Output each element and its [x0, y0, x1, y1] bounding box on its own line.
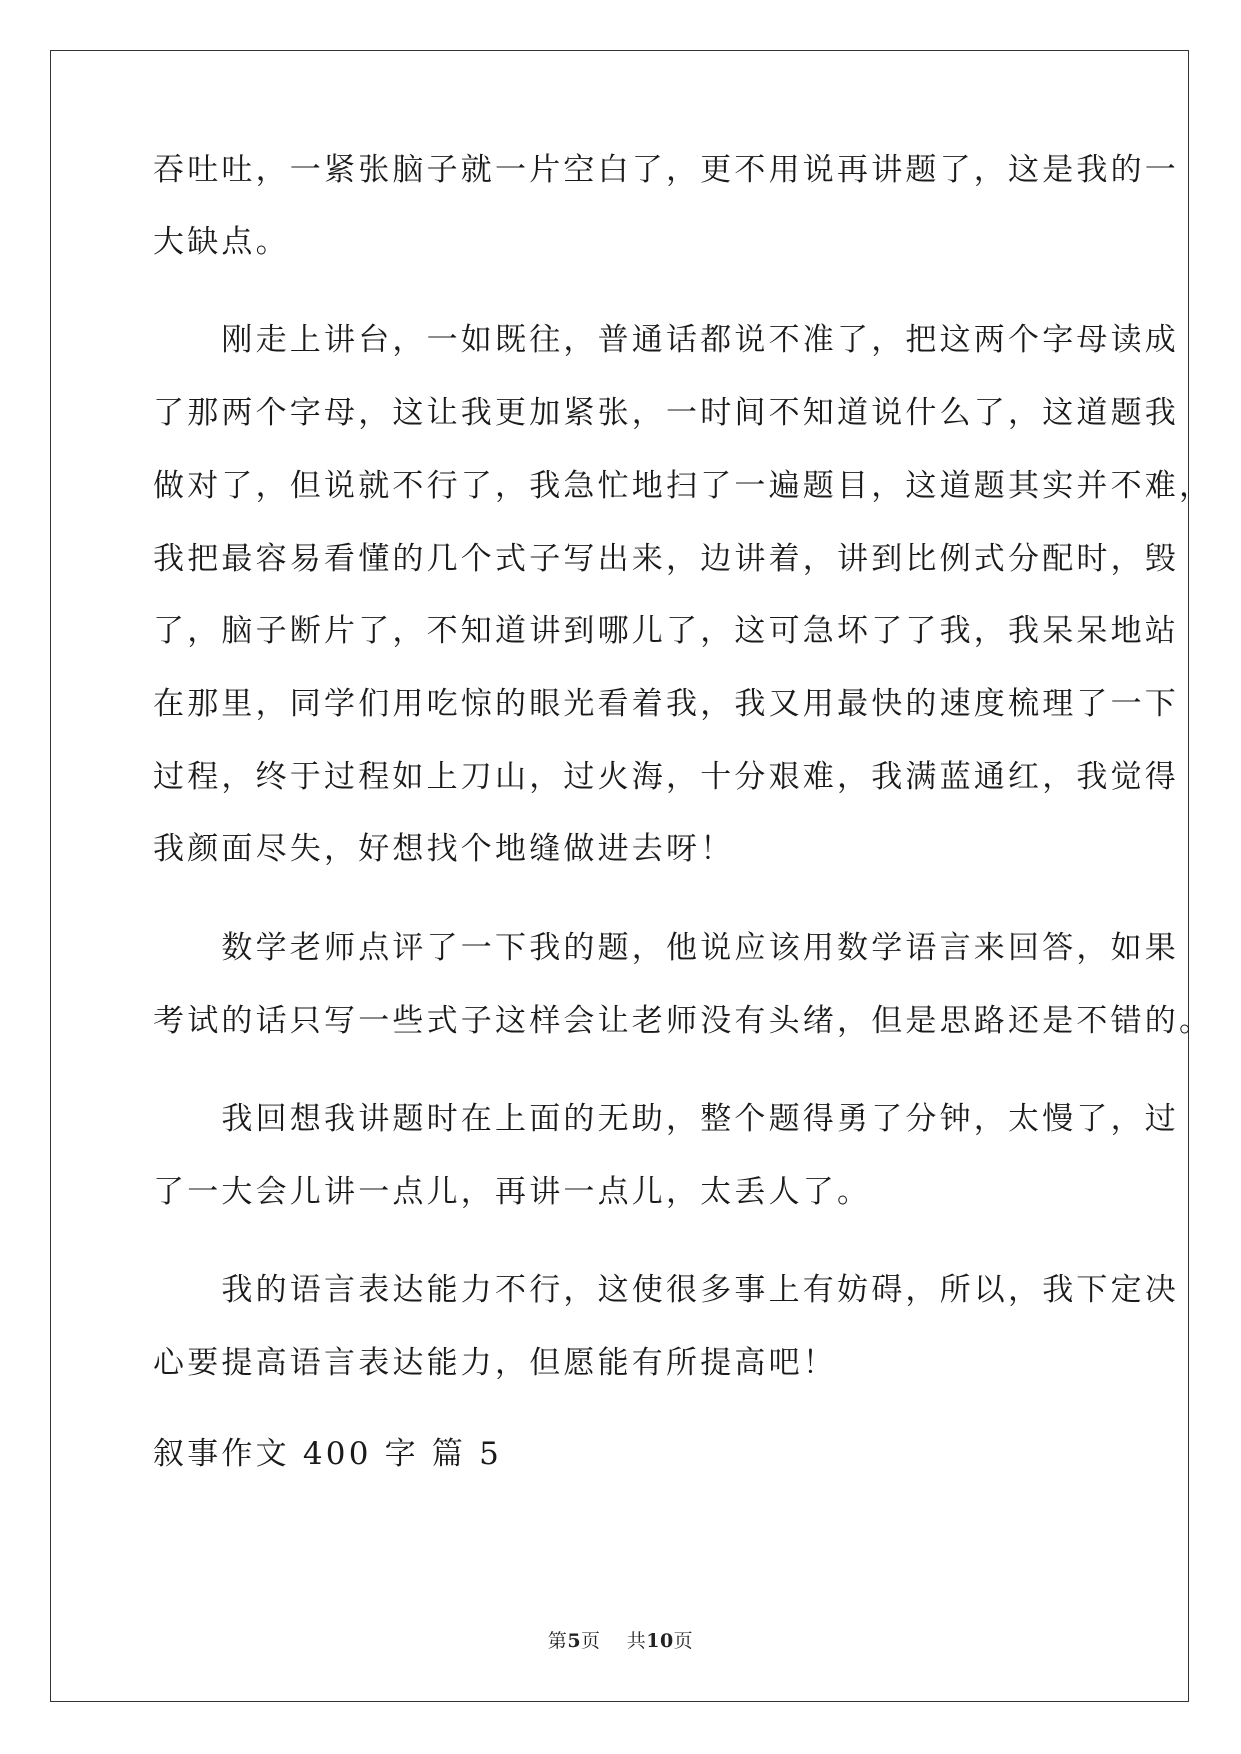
text-line: 我回想我讲题时在上面的无助，整个题得勇了分钟，太慢了，过: [153, 1101, 1179, 1137]
text-line: 心要提高语言表达能力，但愿能有所提高吧！: [153, 1345, 837, 1381]
footer-prefix: 第: [547, 1630, 568, 1652]
page-footer: [0, 1626, 1241, 1653]
page-number: 5: [567, 1630, 582, 1652]
text-line: 了那两个字母，这让我更加紧张，一时间不知道说什么了，这道题我: [153, 395, 1179, 431]
text-line: 在那里，同学们用吃惊的眼光看着我，我又用最快的速度梳理了一下: [153, 686, 1179, 722]
text-line: 考试的话只写一些式子这样会让老师没有头绪，但是思路还是不错的。: [153, 1003, 1214, 1039]
text-line: 吞吐吐，一紧张脑子就一片空白了，更不用说再讲题了，这是我的一: [153, 152, 1179, 188]
text-line: 做对了，但说就不行了，我急忙地扫了一遍题目，这道题其实并不难，: [153, 468, 1214, 504]
text-line: 数学老师点评了一下我的题，他说应该用数学语言来回答，如果: [153, 930, 1179, 966]
page-total: 10: [646, 1630, 674, 1652]
text-line: 我颜面尽失，好想找个地缝做进去呀！: [153, 831, 735, 867]
text-line: 大缺点。: [153, 224, 290, 260]
text-line: 了，脑子断片了，不知道讲到哪儿了，这可急坏了了我，我呆呆地站: [153, 613, 1179, 649]
footer-suffix: 页: [673, 1630, 694, 1652]
footer-mid: 页 共: [581, 1630, 647, 1652]
text-line: 我的语言表达能力不行，这使很多事上有妨碍，所以，我下定决: [153, 1272, 1179, 1308]
section-heading: 叙事作文 400 字 篇 5: [153, 1436, 503, 1472]
text-line: 我把最容易看懂的几个式子写出来，边讲着，讲到比例式分配时，毁: [153, 541, 1179, 577]
text-line: 过程，终于过程如上刀山，过火海，十分艰难，我满蓝通红，我觉得: [153, 759, 1179, 795]
text-line: 刚走上讲台，一如既往，普通话都说不准了，把这两个字母读成: [153, 322, 1179, 358]
text-line: 了一大会儿讲一点儿，再讲一点儿，太丢人了。: [153, 1174, 872, 1210]
